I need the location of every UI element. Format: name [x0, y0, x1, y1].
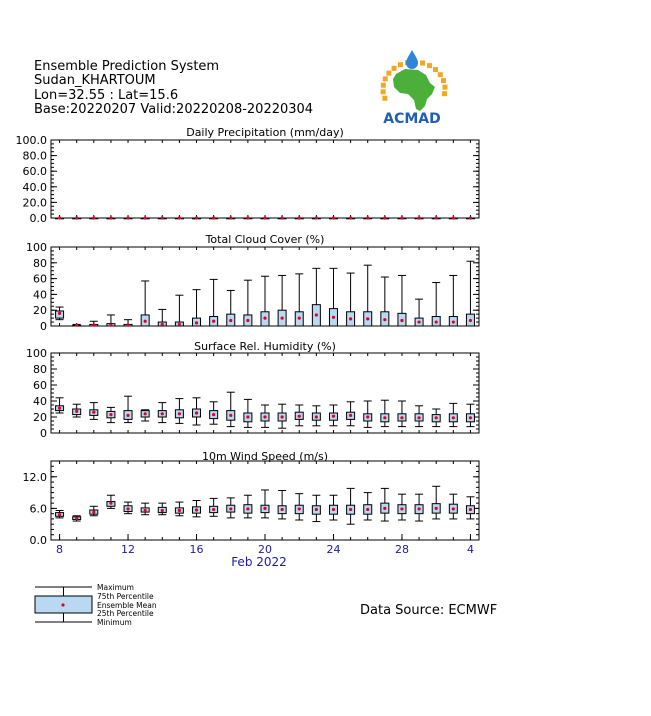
mean-marker	[400, 319, 403, 322]
x-tick-label: 28	[394, 543, 409, 556]
x-tick-label: 8	[56, 543, 64, 556]
mean-marker	[75, 410, 78, 413]
mean-marker	[349, 414, 352, 417]
y-tick-label: 20.0	[22, 196, 47, 210]
mean-marker	[195, 216, 198, 219]
mean-marker	[92, 216, 95, 219]
mean-marker	[281, 216, 284, 219]
chart-title: Daily Precipitation (mm/day)	[186, 126, 344, 139]
mean-marker	[246, 319, 249, 322]
mean-marker	[246, 507, 249, 510]
mean-marker	[161, 412, 164, 415]
mean-marker	[144, 216, 147, 219]
mean-marker	[178, 216, 181, 219]
y-tick-label: 6.0	[29, 502, 47, 516]
mean-marker	[229, 216, 232, 219]
mean-marker	[400, 216, 403, 219]
mean-marker	[366, 415, 369, 418]
mean-marker	[400, 507, 403, 510]
mean-marker	[400, 416, 403, 419]
mean-marker	[383, 507, 386, 510]
mean-marker	[126, 414, 129, 417]
mean-marker	[246, 415, 249, 418]
x-tick-label: 4	[466, 543, 474, 556]
y-tick-label: 80	[33, 363, 47, 376]
mean-marker	[315, 216, 318, 219]
mean-marker	[92, 510, 95, 513]
mean-marker	[315, 313, 318, 316]
y-tick-label: 20	[33, 304, 47, 318]
mean-marker	[246, 216, 249, 219]
mean-marker	[92, 324, 95, 327]
mean-marker	[417, 320, 420, 323]
mean-marker	[417, 507, 420, 510]
mean-marker	[298, 415, 301, 418]
mean-marker	[109, 216, 112, 219]
chart-panel-2	[26, 233, 479, 333]
mean-marker	[366, 216, 369, 219]
y-tick-label: 0	[40, 320, 47, 333]
mean-marker	[144, 320, 147, 323]
legend-minimum-label: Minimum	[97, 618, 132, 627]
legend-mean-label: Ensemble Mean	[97, 601, 157, 610]
mean-marker	[229, 414, 232, 417]
x-tick-label: 24	[326, 543, 341, 556]
legend-p75-label: 75th Percentile	[97, 592, 154, 601]
mean-marker	[298, 317, 301, 320]
chart-panel-1	[16, 126, 480, 225]
mean-marker	[58, 312, 61, 315]
mean-marker	[298, 216, 301, 219]
header-line-4: Base:20220207 Valid:20220208-20220304	[34, 102, 314, 117]
chart-title: 10m Wind Speed (m/s)	[201, 450, 329, 463]
legend-maximum-label: Maximum	[97, 583, 134, 592]
mean-marker	[469, 508, 472, 511]
mean-marker	[195, 321, 198, 324]
y-tick-label: 40	[33, 395, 47, 408]
y-tick-label: 80	[33, 256, 47, 270]
mean-marker	[178, 509, 181, 512]
legend	[35, 583, 157, 627]
mean-marker	[469, 216, 472, 219]
mean-marker	[58, 407, 61, 410]
chart-title: Surface Rel. Humidity (%)	[194, 340, 336, 353]
mean-marker	[469, 319, 472, 322]
x-axis-label: Feb 2022	[231, 555, 287, 569]
data-source: Data Source: ECMWF	[360, 603, 498, 618]
logo-text: ACMAD	[383, 111, 441, 127]
mean-marker	[161, 509, 164, 512]
mean-marker	[435, 320, 438, 323]
y-tick-label: 0.0	[29, 534, 47, 547]
mean-marker	[332, 316, 335, 319]
mean-marker	[452, 216, 455, 219]
chart-title: Total Cloud Cover (%)	[205, 233, 325, 246]
y-tick-label: 60	[33, 379, 47, 392]
mean-marker	[229, 507, 232, 510]
mean-marker	[126, 216, 129, 219]
x-tick-label: 16	[189, 543, 204, 556]
header-line-2: Sudan_KHARTOUM	[34, 73, 156, 88]
mean-marker	[178, 323, 181, 326]
mean-marker	[75, 216, 78, 219]
mean-marker	[58, 513, 61, 516]
mean-marker	[315, 508, 318, 511]
mean-marker	[195, 508, 198, 511]
mean-marker	[212, 216, 215, 219]
y-tick-label: 60.0	[22, 165, 47, 179]
mean-marker	[263, 216, 266, 219]
mean-marker	[366, 317, 369, 320]
mean-marker	[383, 416, 386, 419]
mean-marker	[417, 216, 420, 219]
mean-marker	[281, 415, 284, 418]
mean-marker	[109, 502, 112, 505]
mean-marker	[452, 320, 455, 323]
mean-marker	[469, 416, 472, 419]
mean-marker	[126, 324, 129, 327]
mean-marker	[212, 413, 215, 416]
mean-marker	[58, 216, 61, 219]
y-tick-label: 0	[40, 427, 47, 440]
mean-marker	[109, 413, 112, 416]
mean-marker	[349, 216, 352, 219]
y-tick-label: 20	[33, 411, 47, 424]
mean-marker	[161, 323, 164, 326]
y-tick-label: 40	[33, 288, 47, 302]
mean-marker	[229, 319, 232, 322]
mean-marker	[332, 415, 335, 418]
mean-marker	[349, 508, 352, 511]
mean-marker	[332, 216, 335, 219]
mean-marker	[417, 416, 420, 419]
mean-marker	[435, 507, 438, 510]
mean-marker	[75, 324, 78, 327]
header-line-3: Lon=32.55 : Lat=15.6	[34, 88, 179, 103]
header-line-1: Ensemble Prediction System	[34, 59, 220, 74]
chart-panel-4	[23, 450, 480, 547]
mean-marker	[366, 508, 369, 511]
y-tick-label: 100.0	[15, 134, 47, 147]
mean-marker	[109, 324, 112, 327]
mean-marker	[383, 216, 386, 219]
mean-marker	[332, 508, 335, 511]
mean-marker	[349, 317, 352, 320]
mean-marker	[263, 415, 266, 418]
x-tick-label: 12	[121, 543, 136, 556]
mean-marker	[315, 415, 318, 418]
mean-marker	[435, 216, 438, 219]
mean-marker	[126, 507, 129, 510]
mean-marker	[298, 507, 301, 510]
mean-marker	[383, 318, 386, 321]
y-tick-label: 12.0	[22, 470, 47, 484]
mean-marker	[452, 507, 455, 510]
legend-p25-label: 25th Percentile	[97, 609, 154, 618]
chart-panel-3	[26, 340, 479, 440]
mean-marker	[263, 317, 266, 320]
y-tick-label: 100	[26, 347, 47, 360]
mean-marker	[178, 412, 181, 415]
mean-marker	[435, 416, 438, 419]
legend-mean-marker	[61, 603, 64, 606]
y-tick-label: 80.0	[22, 149, 47, 163]
mean-marker	[144, 509, 147, 512]
plot-frame	[51, 140, 479, 218]
y-tick-label: 0.0	[29, 212, 47, 225]
mean-marker	[281, 508, 284, 511]
y-tick-label: 100	[26, 241, 47, 254]
mean-marker	[195, 411, 198, 414]
x-tick-label: 20	[258, 543, 272, 556]
y-tick-label: 60	[33, 272, 47, 286]
mean-marker	[212, 508, 215, 511]
mean-marker	[75, 517, 78, 520]
mean-marker	[161, 216, 164, 219]
mean-marker	[263, 507, 266, 510]
mean-marker	[92, 411, 95, 414]
mean-marker	[212, 320, 215, 323]
y-tick-label: 40.0	[22, 180, 47, 194]
mean-marker	[281, 317, 284, 320]
mean-marker	[452, 416, 455, 419]
mean-marker	[144, 412, 147, 415]
